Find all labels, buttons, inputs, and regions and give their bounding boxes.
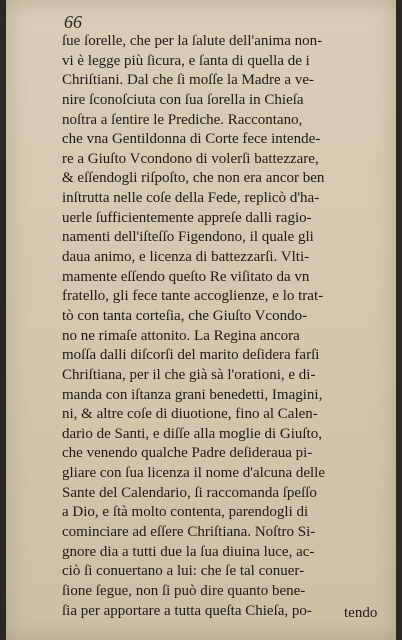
text-line: re a Giuſto Vcondono di volerſi battezzare, bbox=[62, 150, 319, 167]
catchword: tendo bbox=[344, 605, 378, 621]
text-line: nire ſconoſciuta con ſua ſorella in Chieſa bbox=[62, 91, 304, 108]
text-line: mamente eſſendo queſto Re viſitato da vn bbox=[62, 268, 310, 285]
text-line: ſue ſorelle, che per la ſalute dell'anima non- bbox=[62, 33, 323, 49]
text-line: manda con iſtanza grani benedetti, Imagini, bbox=[62, 386, 323, 403]
text-line: gnore dia a tutti due la ſua diuina luce, ac- bbox=[62, 543, 315, 560]
text-line: daua animo, e licenza di battezzarſi. Vlti- bbox=[62, 249, 310, 266]
book-page bbox=[6, 0, 396, 640]
text-line: gliare con ſua licenza il nome d'alcuna delle bbox=[62, 465, 325, 482]
text-line: che vna Gentildonna di Corte fece intende- bbox=[62, 131, 321, 148]
body-text bbox=[62, 32, 400, 621]
page-number: 66 bbox=[64, 12, 82, 32]
text-line: Chriſtiani. Dal che ſi moſſe la Madre a ve- bbox=[62, 72, 314, 89]
text-line: moſſa dalli diſcorſi del marito deſidera farſi bbox=[62, 347, 320, 364]
text-line: fratello, gli fece tante accoglienze, e lo trat- bbox=[62, 288, 324, 305]
text-line: tò con tanta corteſia, che Giuſto Vcondo- bbox=[62, 307, 308, 324]
text-line: Sante del Calendario, ſi raccomanda ſpeſſo bbox=[62, 484, 317, 501]
text-line: no ne rimaſe attonito. La Regina ancora bbox=[62, 327, 300, 344]
text-line: uerle ſufficientemente appreſe dalli ragio- bbox=[62, 209, 312, 226]
text-line: ciò ſi conuertano a lui: che ſe tal conuer- bbox=[62, 563, 305, 580]
text-line: & eſſendogli riſpoſto, che non era ancor ben bbox=[62, 170, 325, 187]
text-line: a Dio, e ſtà molto contenta, parendogli di bbox=[62, 504, 309, 521]
text-line: inſtrutta nelle coſe della Fede, replicò d'ha- bbox=[62, 190, 320, 207]
text-line: che venendo qualche Padre deſideraua pi- bbox=[62, 445, 313, 462]
text-line: Chriſtiana, per il che già sà l'orationi, e di- bbox=[62, 366, 316, 383]
text-line: ni, & altre coſe di diuotione, fino al Calen- bbox=[62, 406, 318, 423]
text-line: ſione ſegue, non ſi può dire quanto bene- bbox=[62, 582, 306, 599]
text-line: cominciare ad eſſere Chriſtiana. Noſtro Si- bbox=[62, 524, 316, 541]
text-line: ſia per apportare a tutta queſta Chieſa, po- bbox=[62, 602, 312, 619]
text-line: namenti dell'iſteſſo Figendono, il quale gli bbox=[62, 229, 314, 246]
text-line: dario de Santi, e diſſe alla moglie di Giuſto, bbox=[62, 425, 322, 442]
text-line: noſtra a ſentire le Prediche. Raccontano, bbox=[62, 111, 303, 128]
text-line: vi è legge più ſicura, e ſanta di quella de i bbox=[62, 52, 310, 69]
